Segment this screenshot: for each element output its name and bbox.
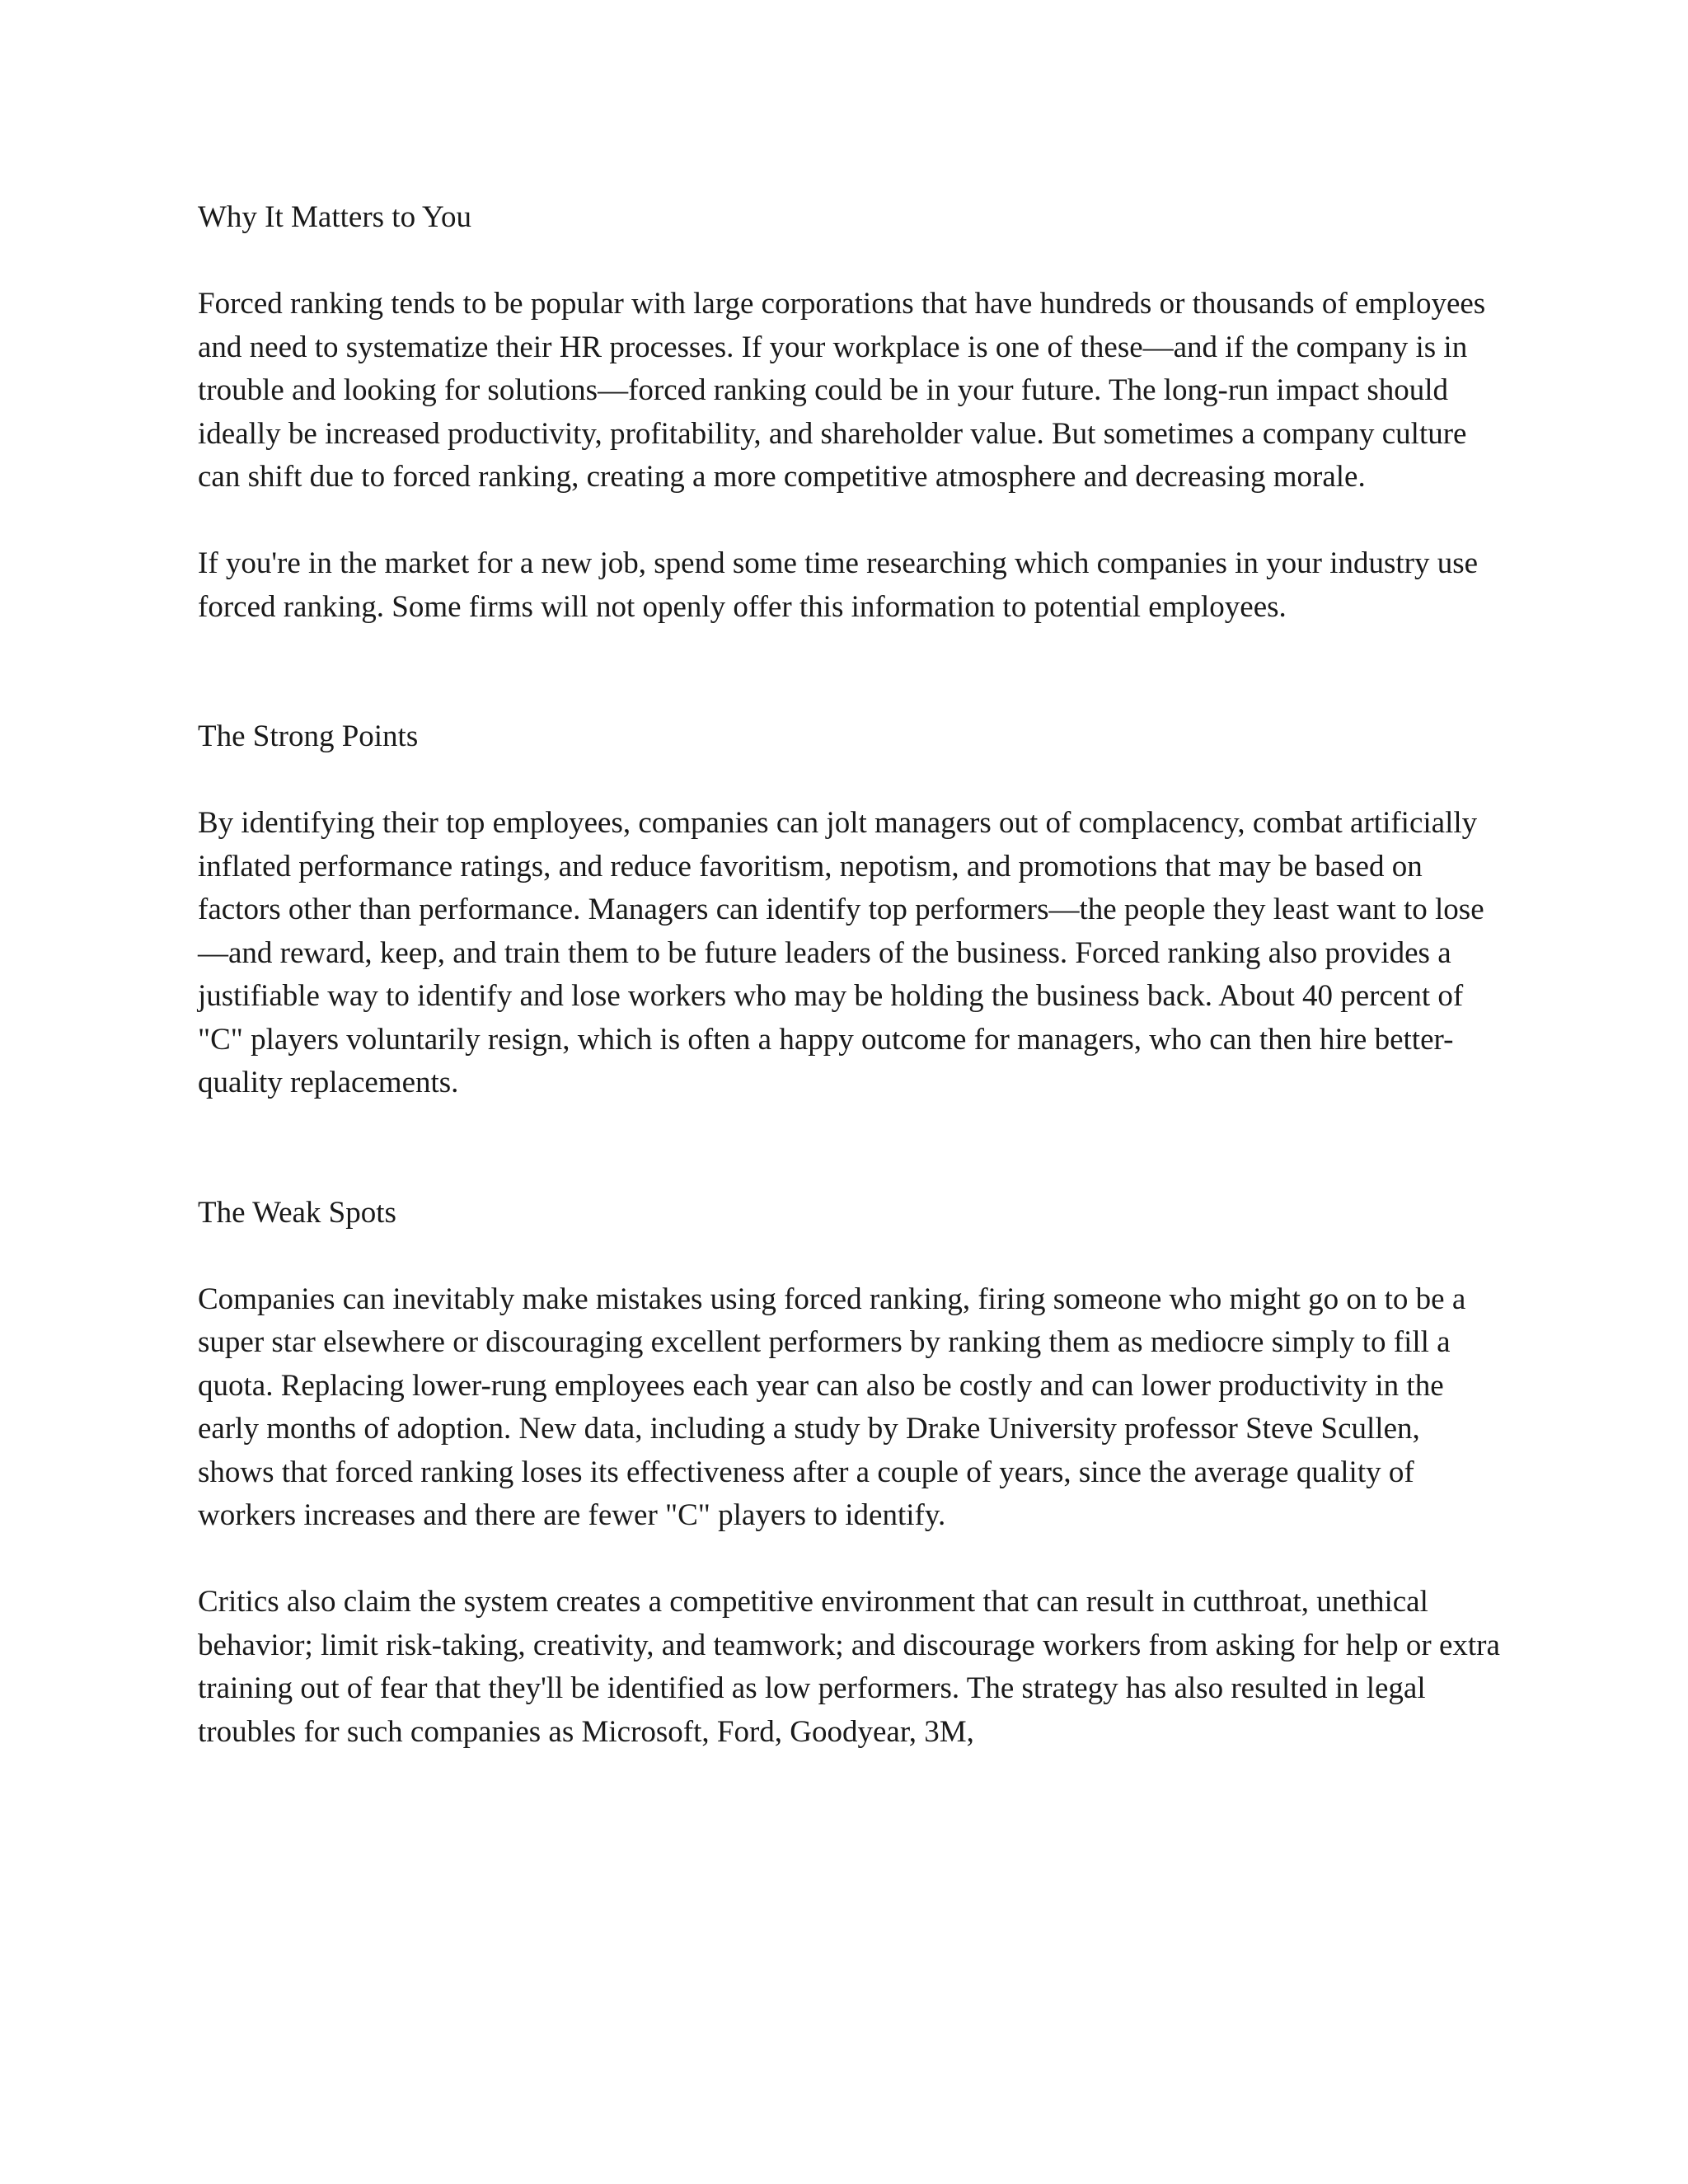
paragraph: Critics also claim the system creates a competitive environment that can result in cutthroat, unethical behavior; limit risk-taking, creativity, and teamwork; and discourage workers from asking for help or extra training out of fear that they'll be identified as low performers. The strategy has also resulted in legal troubles for such companies as Microsoft, Ford, Goodyear, 3M, [198, 1585, 1500, 1749]
section-heading-strong-points: The Strong Points [198, 719, 419, 753]
paragraph: Companies can inevitably make mistakes using forced ranking, firing someone who might go on to be a super star elsewhere or discouraging excellent performers by ranking them as mediocre simply to fill a quota. Replacing lower-rung employees each year can also be costly and can lower productivity in the early months of adoption. New data, including a study by Drake University professor Steve Scullen, shows that forced ranking loses its effectiveness after a couple of years, since the average quality of workers increases and there are fewer "C" players to identify. [198, 1282, 1466, 1532]
paragraph: Forced ranking tends to be popular with large corporations that have hundreds or thousands of employees and need to systematize their HR processes. If your workplace is one of these—and if the company is in trouble and looking for solutions—forced ranking could be in your future. The long-run impact should ideally be increased productivity, profitability, and shareholder value. But sometimes a company culture can shift due to forced ranking, creating a more competitive atmosphere and decreasing morale. [198, 287, 1486, 494]
paragraph: By identifying their top employees, companies can jolt managers out of complacency, combat artificially inflated performance ratings, and reduce favoritism, nepotism, and promotions that may be based on factors other than performance. Managers can identify top performers—the people they least want to lose—and reward, keep, and train them to be future leaders of the business. Forced ranking also provides a justifiable way to identify and lose workers who may be holding the business back. About 40 percent of "C" players voluntarily resign, which is often a happy outcome for managers, who can then hire better-quality replacements. [198, 806, 1484, 1099]
paragraph: If you're in the market for a new job, spend some time researching which companies in your industry use forced ranking. Some firms will not openly offer this information to potential employees. [198, 546, 1479, 624]
document-body [198, 196, 1500, 1754]
section-heading-why-it-matters: Why It Matters to You [198, 200, 471, 234]
section-heading-weak-spots: The Weak Spots [198, 1195, 396, 1230]
